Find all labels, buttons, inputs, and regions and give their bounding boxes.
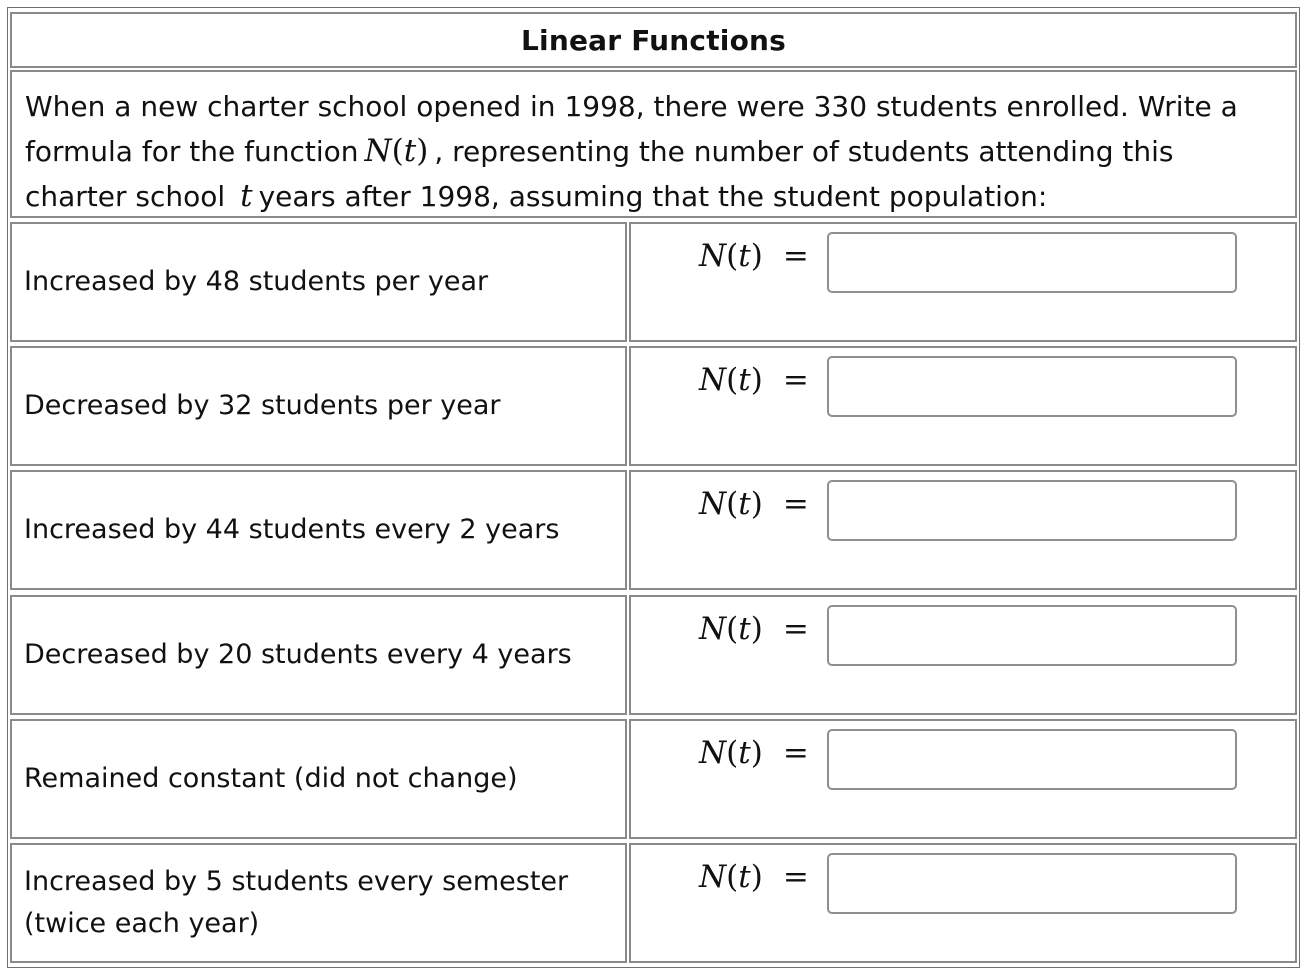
row-description-cell	[10, 346, 627, 466]
function-label: N(t) =	[699, 859, 809, 895]
row-description-cell	[10, 843, 627, 963]
function-label: N(t) =	[699, 362, 809, 398]
answer-input[interactable]	[827, 853, 1237, 914]
page-title: Linear Functions	[520, 23, 787, 57]
row-answer-cell	[629, 843, 1297, 963]
row-answer-cell	[629, 346, 1297, 466]
row-description-cell	[10, 470, 627, 590]
function-label: N(t) =	[699, 611, 809, 647]
statement-text-1: When a new charter school opened in 1998, there were 330 students enrolled. Write a formula for the function	[25, 90, 1238, 168]
row-description: Increased by 48 students per year	[24, 266, 489, 297]
row-answer-cell	[629, 470, 1297, 590]
function-label: N(t) =	[699, 735, 809, 771]
answer-input[interactable]	[827, 356, 1237, 417]
function-label: N(t) =	[699, 238, 809, 274]
function-notation: N(t)	[364, 133, 429, 169]
row-description: Increased by 44 students every 2 years	[24, 514, 560, 545]
answer-input[interactable]	[827, 729, 1237, 790]
variable-t: t	[240, 178, 253, 214]
row-description-cell	[10, 595, 627, 715]
row-description: Decreased by 20 students every 4 years	[24, 639, 572, 670]
statement-text-3: years after 1998, assuming that the student population:	[258, 180, 1048, 213]
row-description: Decreased by 32 students per year	[24, 390, 501, 421]
answer-input[interactable]	[827, 232, 1237, 293]
row-description: Increased by 5 students every semester (twice each year)	[24, 866, 569, 939]
row-description-cell	[10, 222, 627, 342]
row-answer-cell	[629, 222, 1297, 342]
function-label: N(t) =	[699, 486, 809, 522]
row-description: Remained constant (did not change)	[24, 763, 518, 794]
row-answer-cell	[629, 719, 1297, 839]
answer-input[interactable]	[827, 480, 1237, 541]
row-answer-cell	[629, 595, 1297, 715]
row-description-cell	[10, 719, 627, 839]
table-title-cell	[10, 12, 1297, 68]
answer-input[interactable]	[827, 605, 1237, 666]
problem-statement	[10, 70, 1297, 218]
statement-text-2: , representing the number of students attending this charter school	[25, 135, 1174, 213]
